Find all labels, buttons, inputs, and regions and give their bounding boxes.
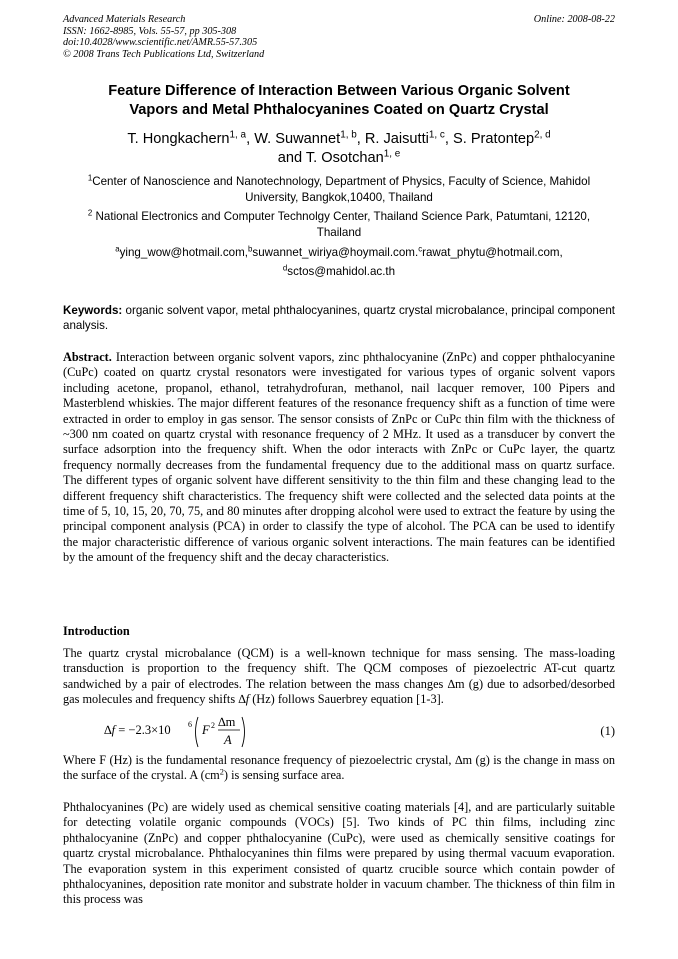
author-name: W. Suwannet bbox=[254, 131, 341, 147]
title-line-2: Vapors and Metal Phthalocyanines Coated on Quartz Crystal bbox=[129, 101, 549, 118]
author-affil-sup: 1, a bbox=[229, 129, 247, 141]
keywords-text: organic solvent vapor, metal phthalocyanines, quartz crystal microbalance, principal component analysis. bbox=[63, 304, 615, 332]
paper-title bbox=[63, 82, 615, 119]
email-link[interactable]: sctos@mahidol.ac.th bbox=[287, 264, 396, 278]
paragraph-text: Where F (Hz) is the fundamental resonance frequency of piezoelectric crystal, ∆m (g) is the change in mass on the surface of the crystal. A (cm bbox=[63, 753, 615, 783]
journal-name: Advanced Materials Research bbox=[63, 14, 186, 25]
author-separator: , bbox=[246, 131, 255, 147]
equation-F-exponent: 2 bbox=[211, 721, 215, 730]
unit-exponent: 2 bbox=[219, 767, 224, 777]
affiliation-2-line-2: Thailand bbox=[316, 225, 362, 239]
title-line-1: Feature Difference of Interaction Between Various Organic Solvent bbox=[108, 83, 570, 99]
copyright-line: © 2008 Trans Tech Publications Ltd, Switzerland bbox=[63, 48, 265, 60]
affiliation-sup: 2 bbox=[87, 208, 93, 218]
email-sup: a bbox=[115, 244, 120, 254]
keywords-label: Keywords: bbox=[63, 304, 123, 317]
equation-exponent: 6 bbox=[188, 720, 192, 729]
journal-header bbox=[63, 14, 615, 60]
keywords bbox=[63, 303, 615, 333]
abstract bbox=[63, 350, 615, 566]
issn-line: ISSN: 1662-8985, Vols. 55-57, pp 305-308 bbox=[63, 25, 237, 37]
email-line-1 bbox=[63, 245, 615, 261]
section-heading-introduction: Introduction bbox=[63, 624, 130, 638]
intro-paragraph-2 bbox=[63, 753, 615, 784]
email-link[interactable]: rawat_phytu@hotmail.com, bbox=[422, 246, 563, 259]
abstract-text: Interaction between organic solvent vapors, zinc phthalocyanine (ZnPc) and copper phthalocyanine (CuPc) coated on quartz crystal resonators were investigated for various types of organic solvent vapors including acetone, propanol, ethanol, tetrahydrofuran, methanol, nail lacquer remover, 100 Pipers and Masterblend whiskies. The major different features of the resonance frequency shift as a function of time were extracted in order to employ in gas sensor. The sensor consists of ZnPc or CuPc thin film with the thickness of ~300 nm coated on quartz crystal with resonance frequency of 2 MHz. It used as a transducer by convert the surface adsorption into the frequency shift. When the odor interacts with ZnPc or CuPc layer, the quartz frequency normally decreases from the fundamental frequency due to the additional mass on quartz surface. The different types of organic solvent have different sensitivity to the thin film and these changing lead to the different frequency shift characteristics. The frequency shift were collected and the selected data points at the time of 5, 10, 15, 20, 70, 75, and 80 minutes after dropping alcohol were used to extract the feature by using the principal component analysis (PCA) in order to classify the type of alcohol. The PCA can be used to identify the major characteristic difference of various organic solvent interactions. The main features can be identified by the amount of the frequency shift and the decay characteristics. bbox=[63, 350, 615, 565]
affiliation-1 bbox=[63, 174, 615, 205]
equation-1 bbox=[104, 713, 615, 751]
intro-paragraph-3: Phthalocyanines (Pc) are widely used as chemical sensitive coating materials [4], and are particularly suitable for detecting volatile organic compounds (VOCs) [5]. Two kinds of PC thin films, including zinc phthalocyanine (ZnPc) and copper phthalocyanine (CuPc), were used as chemically sensitive coatings for quartz crystal microbalance. Phthalocyanines thin films were prepared by using thermal vacuum evaporation. The evaporation system in this experiment consisted of quartz crucible source which contain powder of phthalocyanines, deposition rate monitor and substrate holder in vacuum chamber. The thickness of thin film in this process was bbox=[63, 800, 615, 907]
author-affil-sup: 1, b bbox=[340, 129, 357, 141]
doi-line: doi:10.4028/www.scientific.net/AMR.55-57.305 bbox=[63, 37, 258, 48]
author-separator: , bbox=[356, 131, 365, 147]
authors-line-2 bbox=[63, 149, 615, 168]
author-affil-sup: 1, c bbox=[428, 129, 445, 141]
affiliation-1-line-1 bbox=[63, 174, 615, 190]
author-separator: , bbox=[444, 131, 453, 147]
author-name: T. Hongkachern bbox=[127, 131, 230, 147]
author-affil-sup: 2, d bbox=[534, 129, 551, 141]
author-name: R. Jaisutti bbox=[364, 131, 429, 147]
left-paren bbox=[196, 717, 199, 747]
equation-number: (1) bbox=[600, 724, 615, 738]
email-list bbox=[63, 245, 615, 279]
author-list bbox=[63, 130, 615, 167]
intro-paragraph-1 bbox=[63, 646, 615, 708]
equation-F: F bbox=[202, 723, 210, 737]
affiliation-sup: 1 bbox=[87, 173, 93, 183]
affiliation-2 bbox=[63, 209, 615, 240]
email-link[interactable]: ying_wow@hotmail.com, bbox=[119, 246, 249, 259]
email-link[interactable]: suwannet_wiriya@hoymail.com. bbox=[252, 246, 419, 259]
author-affil-sup: 1, e bbox=[383, 148, 401, 160]
authors-line-1 bbox=[63, 130, 615, 149]
affiliation-2-line-1 bbox=[63, 209, 615, 225]
sauerbrey-equation bbox=[104, 713, 254, 751]
equation-denominator: A bbox=[224, 733, 232, 747]
paragraph-text: (Hz) follows Sauerbrey equation [1-3]. bbox=[249, 692, 444, 707]
author-name: S. Pratontep bbox=[452, 131, 535, 147]
affiliation-text: National Electronics and Computer Technolgy Center, Thailand Science Park, Patumtani, 12120, bbox=[92, 210, 591, 223]
email-sup: c bbox=[418, 244, 423, 254]
equation-numerator: ∆m bbox=[218, 715, 236, 729]
affiliation-text: Center of Nanoscience and Nanotechnology, Department of Physics, Faculty of Science, Mahidol bbox=[92, 175, 591, 188]
email-sup: d bbox=[282, 263, 288, 273]
author-name: and T. Osotchan bbox=[277, 149, 384, 166]
affiliation-1-line-2: University, Bangkok,10400, Thailand bbox=[245, 190, 433, 204]
email-line-2 bbox=[63, 264, 615, 280]
email-sup: b bbox=[248, 244, 253, 254]
paragraph-text: ) is sensing surface area. bbox=[223, 768, 345, 783]
symbol-delta-f: ∆f bbox=[238, 692, 250, 707]
right-paren bbox=[242, 717, 245, 747]
abstract-label: Abstract. bbox=[63, 350, 112, 364]
online-date: Online: 2008-08-22 bbox=[533, 14, 615, 25]
paragraph-text: The quartz crystal microbalance (QCM) is a well-known technique for mass sensing. The mass-loading transduction is proportion to the frequency shift. The QCM composes of piezoelectric AT-cut quartz sandwiched by a pair of electrodes. The relation between the mass changes ∆m (g) due to adsorbed/desorbed gas molecules and frequency shifts bbox=[63, 646, 615, 707]
equation-lhs: ∆f = −2.3×10 bbox=[104, 723, 171, 737]
